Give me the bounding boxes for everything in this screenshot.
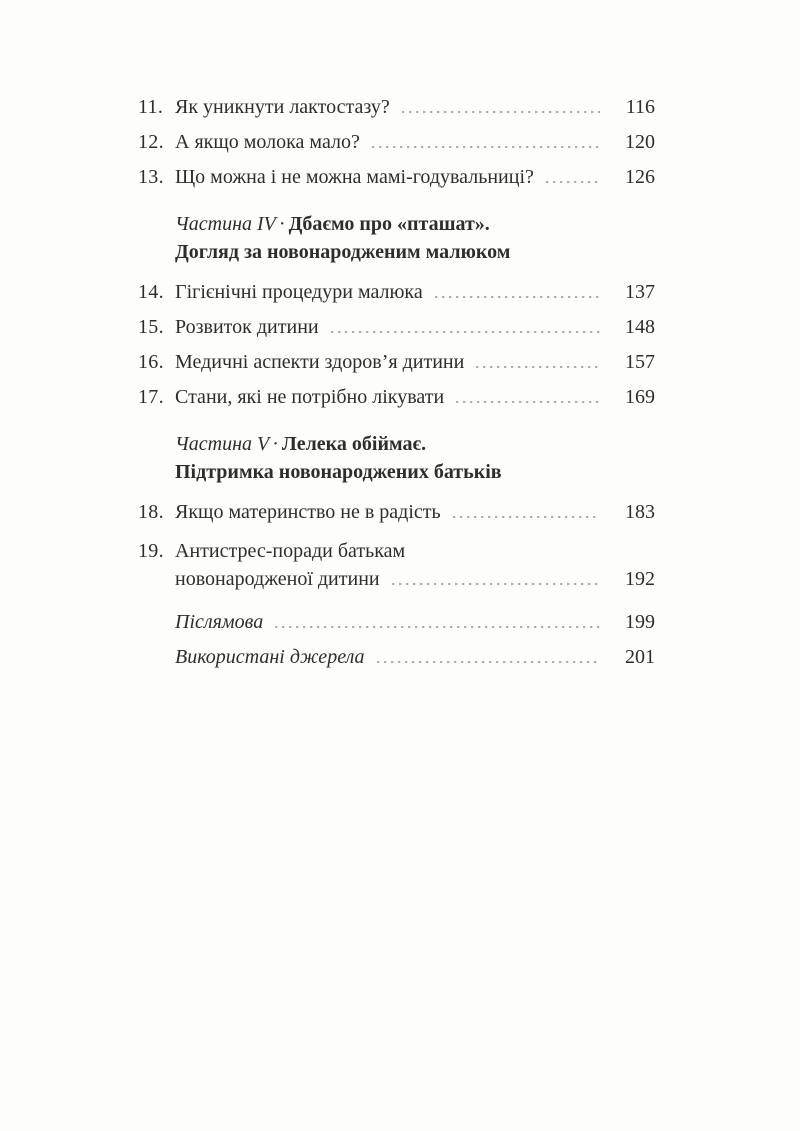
entry-page-number: 183: [625, 501, 655, 523]
entry-title: Медичні аспекти здоров’я дитини: [175, 351, 465, 373]
toc-entry: [138, 502, 655, 523]
toc-entry: [138, 167, 655, 188]
entry-title: Стани, які не потрібно лікувати: [175, 386, 445, 408]
separator-dot: ·: [278, 213, 286, 235]
toc-entry: [138, 387, 655, 408]
entry-page-number: 157: [625, 351, 655, 373]
entry-title: А якщо молока мало?: [175, 131, 360, 153]
entry-title-line-1: Антистрес-поради батькам: [175, 540, 406, 562]
entry-page-number: 137: [625, 281, 655, 303]
entry-title-line-2: новонародженої дитини: [175, 568, 380, 590]
entry-number: 13.: [138, 166, 164, 188]
back-matter: [138, 612, 655, 668]
table-of-contents: [138, 97, 655, 682]
section-subtitle: Догляд за новонародженим малюком: [175, 241, 511, 263]
dot-leader: [275, 626, 600, 628]
toc-entry: [138, 132, 655, 153]
section-title: Дбаємо про «пташат».: [288, 213, 490, 235]
section-heading-part-v: [175, 430, 655, 486]
dot-leader: [392, 583, 600, 585]
entry-title: Гігієнічні процедури малюка: [175, 281, 423, 303]
entry-number: 18.: [138, 501, 164, 523]
entry-page-number: 192: [625, 568, 655, 590]
dot-leader: [453, 516, 600, 518]
dot-leader: [435, 296, 600, 298]
entry-page-number: 199: [625, 611, 655, 633]
entry-page-number: 126: [625, 166, 655, 188]
toc-entry: [138, 352, 655, 373]
separator-dot: ·: [272, 433, 279, 455]
entry-title: Якщо материнство не в радість: [175, 501, 441, 523]
toc-entry: [138, 317, 655, 338]
dot-leader: [476, 366, 600, 368]
dot-leader: [402, 111, 600, 113]
entry-title: Використані джерела: [175, 646, 365, 668]
entry-page-number: 116: [625, 96, 655, 118]
entry-number: 17.: [138, 386, 164, 408]
entry-page-number: 148: [625, 316, 655, 338]
dot-leader: [546, 181, 600, 183]
toc-entry: [138, 612, 655, 633]
part-label: Частина V: [175, 433, 270, 455]
entry-title-two-lines: [175, 537, 655, 593]
dot-leader: [372, 146, 600, 148]
entry-page-number: 120: [625, 131, 655, 153]
entry-number: 12.: [138, 131, 164, 153]
part-label: Частина IV: [175, 213, 276, 235]
entry-page-number: 169: [625, 386, 655, 408]
toc-entry: [138, 282, 655, 303]
entry-title: Що можна і не можна мамі-годувальниці?: [175, 166, 534, 188]
section-title: Лелека обіймає.: [281, 433, 427, 455]
toc-entry: [138, 97, 655, 118]
entry-page-number: 201: [625, 646, 655, 668]
entry-number: 15.: [138, 316, 164, 338]
entry-title: Розвиток дитини: [175, 316, 319, 338]
toc-entry: [138, 647, 655, 668]
section-heading-part-iv: [175, 210, 655, 266]
entry-number: 14.: [138, 281, 164, 303]
dot-leader: [456, 401, 600, 403]
toc-entry: [138, 537, 655, 593]
entry-number: 16.: [138, 351, 164, 373]
entry-title-line-2-row: [175, 565, 655, 593]
section-subtitle: Підтримка новонароджених батьків: [175, 461, 502, 483]
entry-number: 11.: [138, 96, 164, 118]
dot-leader: [377, 661, 600, 663]
entry-title: Як уникнути лактостазу?: [175, 96, 390, 118]
entry-number: 19.: [138, 540, 164, 562]
entry-title: Післямова: [175, 611, 264, 633]
dot-leader: [331, 331, 600, 333]
